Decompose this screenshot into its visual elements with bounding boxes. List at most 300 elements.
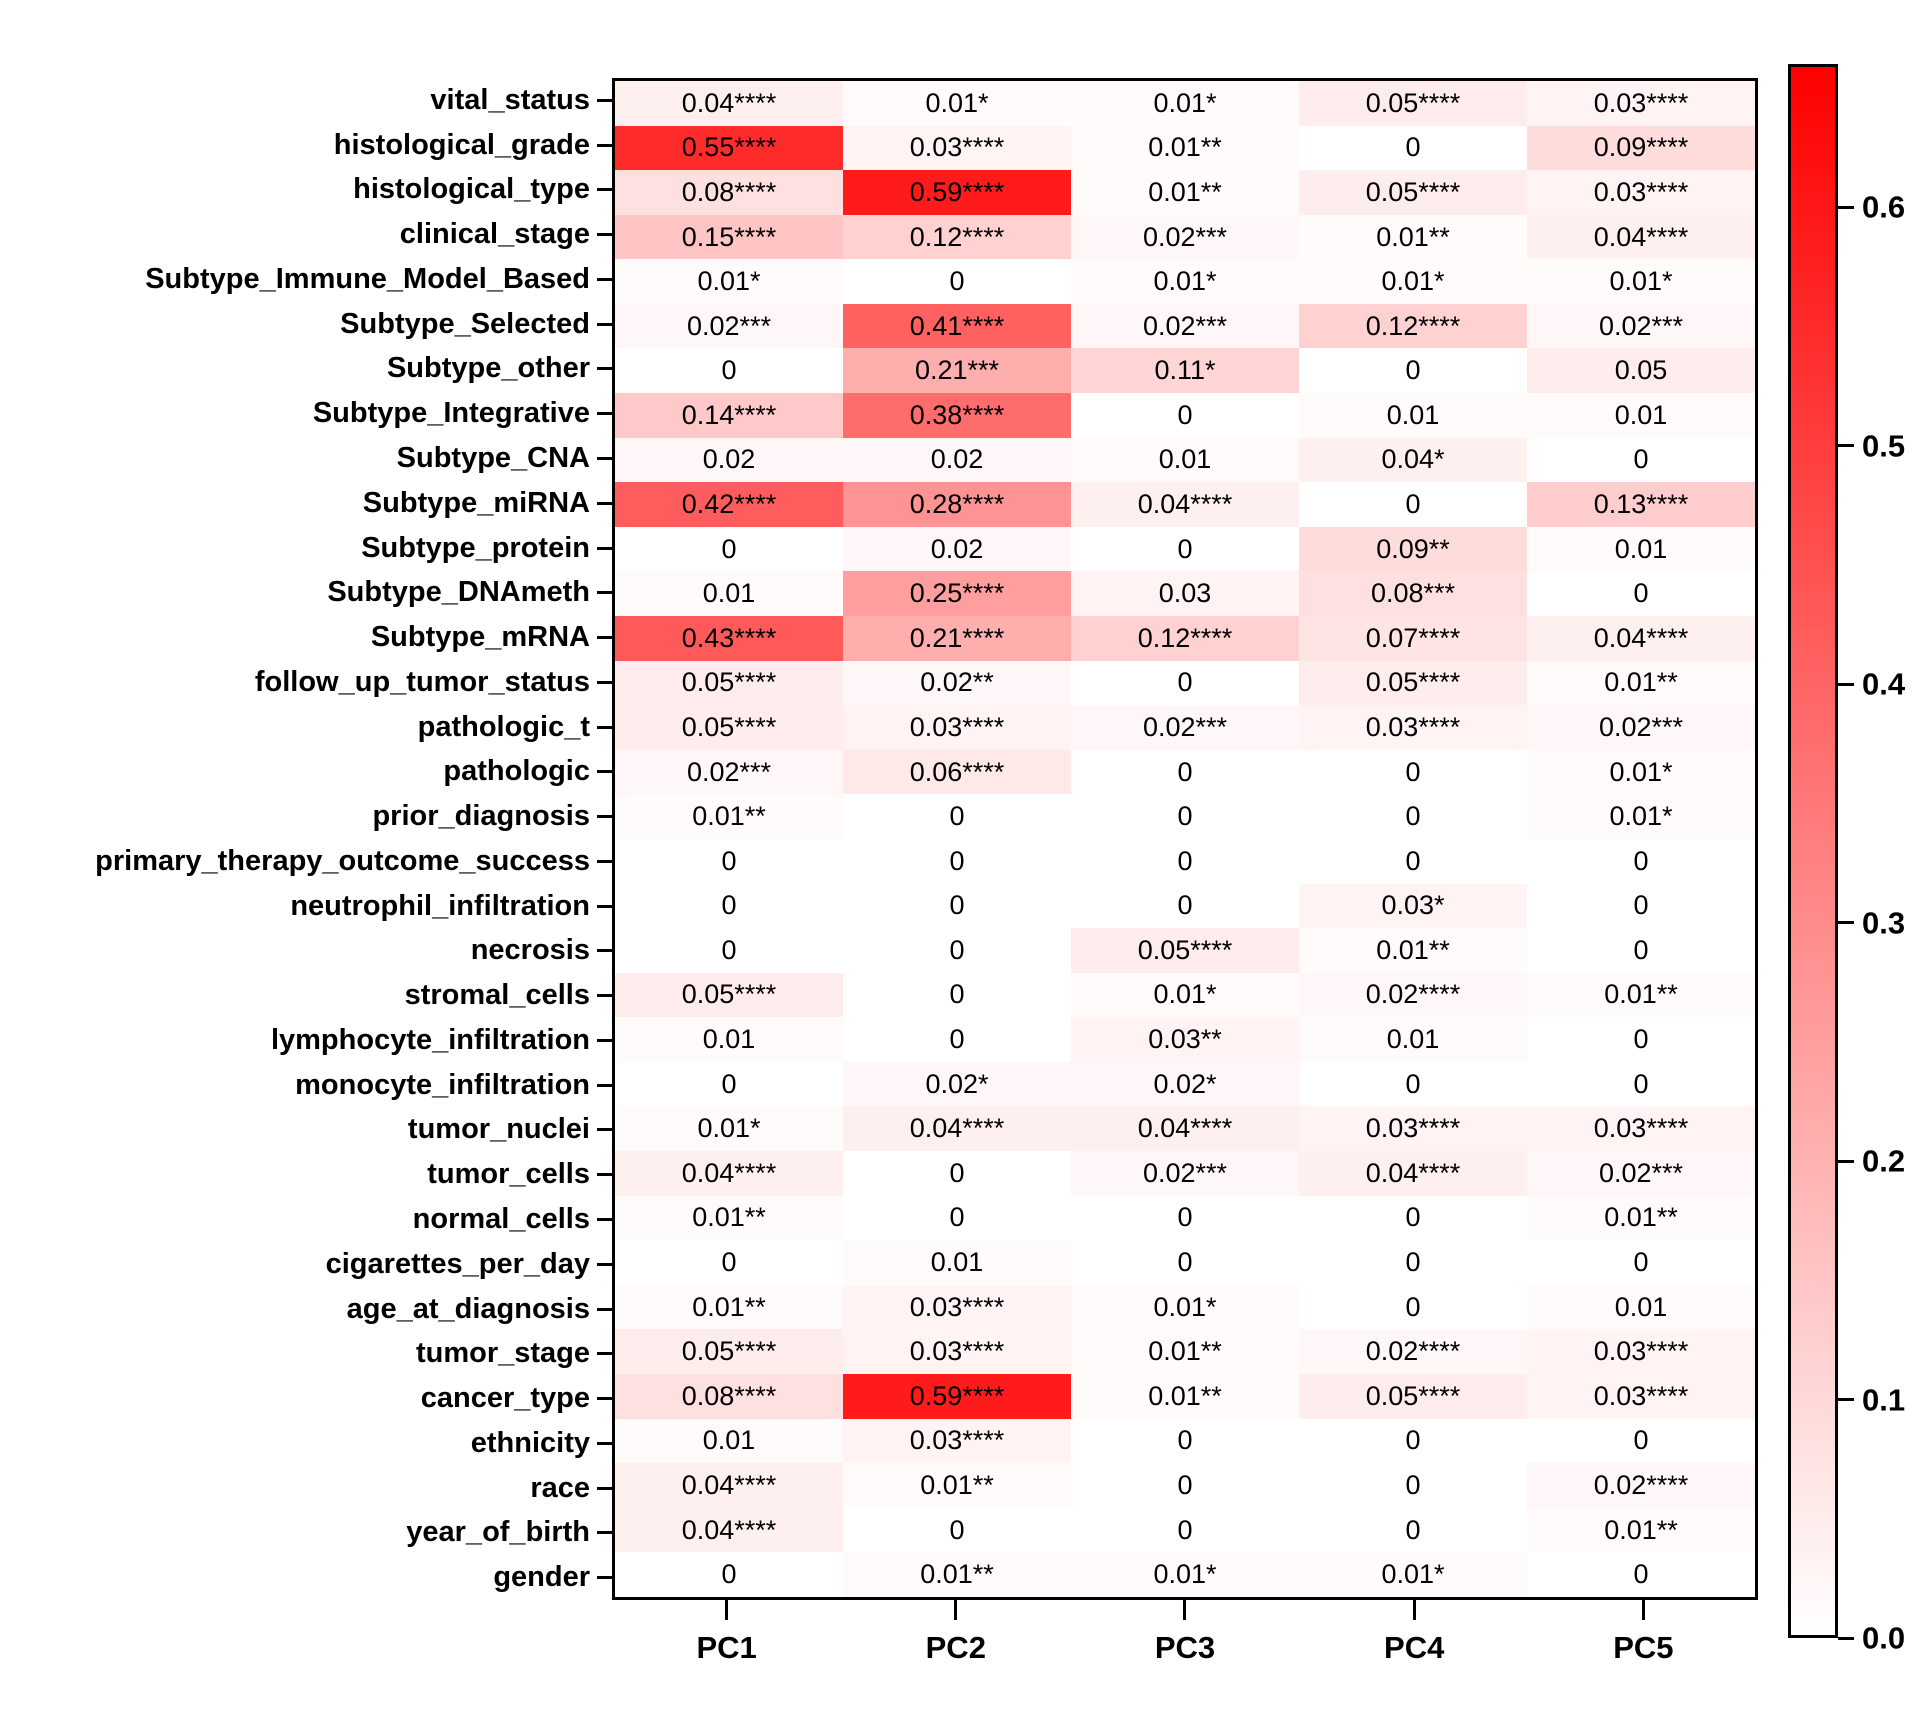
row-label: Subtype_Integrative [312, 397, 590, 430]
heatmap-cell: 0.14**** [615, 393, 843, 438]
heatmap-cell: 0 [615, 1552, 843, 1597]
y-axis-tick-mark [597, 591, 612, 594]
x-axis-tick-mark [1642, 1600, 1645, 1620]
row-label: necrosis [470, 934, 590, 967]
heatmap-cell: 0.01** [843, 1552, 1071, 1597]
x-axis-tick-mark [954, 1600, 957, 1620]
heatmap-cell: 0.28**** [843, 482, 1071, 527]
heatmap-cell: 0 [1527, 1552, 1755, 1597]
heatmap-cell: 0.01 [1299, 393, 1527, 438]
heatmap-cell: 0.01* [1071, 81, 1299, 126]
heatmap-cell: 0.01* [1071, 259, 1299, 304]
heatmap-cell: 0.21*** [843, 348, 1071, 393]
x-axis-label: PC5 [1613, 1630, 1674, 1665]
heatmap-cell: 0 [1071, 1240, 1299, 1285]
heatmap-cell: 0 [1071, 1508, 1299, 1553]
heatmap-cell: 0.55**** [615, 126, 843, 171]
heatmap-cell: 0.01 [615, 1017, 843, 1062]
heatmap-cell: 0 [1299, 1508, 1527, 1553]
heatmap-cell: 0.03**** [1527, 81, 1755, 126]
heatmap-cell: 0 [1299, 1285, 1527, 1330]
row-label-line [0, 884, 612, 929]
row-label: Subtype_Selected [340, 307, 590, 340]
heatmap-cell: 0 [1071, 527, 1299, 572]
heatmap-cell: 0 [1299, 1463, 1527, 1508]
heatmap-cell: 0.03* [1299, 884, 1527, 929]
colorbar-tick-mark [1838, 1398, 1854, 1401]
heatmap-cell: 0.04**** [615, 81, 843, 126]
heatmap-cell: 0.38**** [843, 393, 1071, 438]
heatmap-cell: 0 [1299, 126, 1527, 171]
heatmap-cell: 0 [1299, 1240, 1527, 1285]
heatmap-cell: 0.05**** [1299, 81, 1527, 126]
heatmap-cell: 0.02* [1071, 1062, 1299, 1107]
heatmap-cell: 0.05**** [1299, 1374, 1527, 1419]
row-label: neutrophil_infiltration [290, 889, 590, 922]
row-label: monocyte_infiltration [295, 1068, 590, 1101]
heatmap-cell: 0.01 [615, 571, 843, 616]
heatmap-cell: 0.05**** [615, 661, 843, 706]
heatmap-cell: 0.12**** [1299, 304, 1527, 349]
row-label: Subtype_CNA [396, 441, 590, 474]
row-label-line [0, 1242, 612, 1287]
heatmap-cell: 0.01* [1071, 1285, 1299, 1330]
heatmap-cell: 0.01** [615, 1285, 843, 1330]
heatmap-cell: 0.01* [843, 81, 1071, 126]
heatmap-cell: 0.43**** [615, 616, 843, 661]
colorbar-tick-mark [1838, 683, 1854, 686]
heatmap-cell: 0.06**** [843, 750, 1071, 795]
heatmap-cell: 0 [1527, 571, 1755, 616]
heatmap-cell: 0.03**** [1527, 1374, 1755, 1419]
heatmap-cell: 0 [1299, 750, 1527, 795]
heatmap-cell: 0 [1299, 1419, 1527, 1464]
heatmap-cell: 0.01 [1527, 1285, 1755, 1330]
y-axis-tick-mark [597, 233, 612, 236]
row-label: Subtype_DNAmeth [327, 576, 590, 609]
heatmap-cell: 0.15**** [615, 215, 843, 260]
heatmap-cell: 0.25**** [843, 571, 1071, 616]
heatmap-cell: 0 [843, 1196, 1071, 1241]
heatmap-cell: 0 [843, 884, 1071, 929]
heatmap-cell: 0 [1071, 884, 1299, 929]
heatmap-cell: 0.05**** [1299, 661, 1527, 706]
row-label-line [0, 973, 612, 1018]
row-label-line [0, 1197, 612, 1242]
x-axis-tick-mark [1183, 1600, 1186, 1620]
heatmap-cell: 0.01* [1299, 259, 1527, 304]
colorbar-gradient [1788, 64, 1838, 1638]
heatmap-cell: 0.05**** [615, 973, 843, 1018]
heatmap-cell: 0 [843, 259, 1071, 304]
heatmap-cell: 0.02*** [1071, 215, 1299, 260]
row-label-line [0, 123, 612, 168]
heatmap-cell: 0.01* [615, 259, 843, 304]
row-label: Subtype_protein [361, 531, 590, 564]
heatmap-cell: 0.41**** [843, 304, 1071, 349]
row-label: year_of_birth [406, 1516, 590, 1549]
colorbar-tick-mark [1838, 206, 1854, 209]
heatmap-cell: 0.13**** [1527, 482, 1755, 527]
row-label: clinical_stage [399, 218, 590, 251]
colorbar-tick-mark [1838, 444, 1854, 447]
row-label-line [0, 615, 612, 660]
heatmap-cell: 0.03**** [1527, 1106, 1755, 1151]
heatmap-cell: 0.09** [1299, 527, 1527, 572]
row-label: pathologic [443, 755, 590, 788]
row-label-line [0, 481, 612, 526]
heatmap-cell: 0.02**** [1527, 1463, 1755, 1508]
heatmap-cell: 0 [1527, 1240, 1755, 1285]
heatmap-cell: 0.02*** [1527, 304, 1755, 349]
heatmap-cell: 0.01** [1527, 661, 1755, 706]
row-label-line [0, 1287, 612, 1332]
heatmap-cell: 0 [843, 1151, 1071, 1196]
heatmap-cell: 0.01** [1071, 1329, 1299, 1374]
heatmap-cell: 0.02 [615, 438, 843, 483]
heatmap-cell: 0.03**** [1527, 1329, 1755, 1374]
row-label: Subtype_miRNA [362, 486, 590, 519]
heatmap-cell: 0.21**** [843, 616, 1071, 661]
row-label: primary_therapy_outcome_success [95, 844, 590, 877]
row-label: age_at_diagnosis [346, 1292, 590, 1325]
heatmap-cell: 0 [843, 1017, 1071, 1062]
heatmap-cell: 0.08**** [615, 170, 843, 215]
row-label-line [0, 1555, 612, 1600]
x-axis-item [1300, 1600, 1529, 1690]
y-axis-tick-mark [597, 681, 612, 684]
x-axis-item [841, 1600, 1070, 1690]
heatmap-cell: 0.12**** [843, 215, 1071, 260]
row-label: tumor_cells [427, 1158, 590, 1191]
heatmap-cell: 0.04**** [615, 1463, 843, 1508]
row-label-line [0, 1331, 612, 1376]
row-label-line [0, 526, 612, 571]
heatmap-cell: 0.02**** [1299, 973, 1527, 1018]
y-axis-tick-mark [597, 1352, 612, 1355]
x-axis-item [612, 1600, 841, 1690]
row-label: prior_diagnosis [372, 800, 590, 833]
heatmap-cell: 0 [1299, 1062, 1527, 1107]
row-label-line [0, 78, 612, 123]
y-axis-tick-mark [597, 502, 612, 505]
row-label: ethnicity [470, 1426, 590, 1459]
heatmap-cell: 0.04**** [615, 1508, 843, 1553]
heatmap-cell: 0.02 [843, 527, 1071, 572]
heatmap-cell: 0 [1527, 928, 1755, 973]
heatmap-cell: 0.11* [1071, 348, 1299, 393]
y-axis-tick-mark [597, 905, 612, 908]
row-label-line [0, 660, 612, 705]
heatmap-cell: 0.03**** [1299, 1106, 1527, 1151]
y-axis-tick-mark [597, 636, 612, 639]
heatmap-cell: 0.01** [1299, 215, 1527, 260]
heatmap-cell: 0.01 [1527, 527, 1755, 572]
heatmap-cell: 0.04* [1299, 438, 1527, 483]
row-label: cancer_type [420, 1382, 590, 1415]
colorbar-tick-label: 0.6 [1862, 189, 1906, 225]
colorbar-tick-label: 0.5 [1862, 428, 1906, 464]
heatmap-cell: 0.02** [843, 661, 1071, 706]
heatmap-cell: 0.03**** [1527, 170, 1755, 215]
y-axis-tick-mark [597, 1442, 612, 1445]
x-axis-item [1529, 1600, 1758, 1690]
y-axis-tick-mark [597, 1487, 612, 1490]
heatmap-cell: 0.02*** [1071, 1151, 1299, 1196]
heatmap-cell: 0.01** [615, 1196, 843, 1241]
heatmap-cell: 0.01** [615, 794, 843, 839]
heatmap-cell: 0 [1071, 1463, 1299, 1508]
y-axis-tick-mark [597, 547, 612, 550]
row-label: cigarettes_per_day [325, 1247, 590, 1280]
y-axis-tick-mark [597, 457, 612, 460]
x-axis [612, 1600, 1758, 1690]
heatmap-cell: 0.01* [1071, 1552, 1299, 1597]
heatmap-cell: 0 [1071, 794, 1299, 839]
heatmap-cell: 0 [1299, 482, 1527, 527]
colorbar-tick-label: 0.4 [1862, 666, 1906, 702]
heatmap-cell: 0.01 [615, 1419, 843, 1464]
heatmap-cell: 0.04**** [1071, 1106, 1299, 1151]
y-axis-tick-mark [597, 1397, 612, 1400]
heatmap-cell: 0 [1071, 661, 1299, 706]
heatmap-cell: 0 [1527, 884, 1755, 929]
heatmap-cell: 0.03**** [843, 1419, 1071, 1464]
row-label: Subtype_other [386, 352, 590, 385]
heatmap-cell: 0.03**** [1299, 705, 1527, 750]
heatmap-cell: 0 [1071, 393, 1299, 438]
colorbar-tick-label: 0.2 [1862, 1143, 1906, 1179]
heatmap-cell: 0.02*** [1071, 705, 1299, 750]
heatmap-cell: 0 [615, 348, 843, 393]
heatmap-cell: 0 [1299, 839, 1527, 884]
heatmap-cell: 0 [843, 794, 1071, 839]
heatmap-grid [612, 78, 1758, 1600]
row-label-line [0, 347, 612, 392]
heatmap-cell: 0.04**** [615, 1151, 843, 1196]
heatmap-cell: 0.08*** [1299, 571, 1527, 616]
colorbar-tick-mark [1838, 1637, 1854, 1640]
heatmap-cell: 0.04**** [843, 1106, 1071, 1151]
heatmap-cell: 0 [1299, 348, 1527, 393]
row-label: follow_up_tumor_status [254, 665, 590, 698]
y-axis-tick-mark [597, 1218, 612, 1221]
y-axis-tick-mark [597, 1039, 612, 1042]
heatmap-cell: 0 [615, 928, 843, 973]
y-axis-tick-mark [597, 1576, 612, 1579]
heatmap-cell: 0 [1527, 1062, 1755, 1107]
heatmap-cell: 0 [843, 1508, 1071, 1553]
row-label: vital_status [430, 83, 590, 116]
heatmap-cell: 0 [843, 973, 1071, 1018]
heatmap-cell: 0.01** [1071, 126, 1299, 171]
heatmap-cell: 0.01** [1527, 973, 1755, 1018]
y-axis-tick-mark [597, 815, 612, 818]
y-axis-tick-mark [597, 144, 612, 147]
row-label-line [0, 929, 612, 974]
heatmap-cell: 0.02*** [1071, 304, 1299, 349]
y-axis-tick-mark [597, 278, 612, 281]
heatmap-cell: 0 [1527, 839, 1755, 884]
y-axis-labels [0, 78, 612, 1600]
row-label-line [0, 705, 612, 750]
row-label-line [0, 1466, 612, 1511]
row-label-line [0, 257, 612, 302]
heatmap-cell: 0.04**** [1071, 482, 1299, 527]
y-axis-tick-mark [597, 1173, 612, 1176]
y-axis-tick-mark [597, 1084, 612, 1087]
heatmap-cell: 0.01 [1071, 438, 1299, 483]
row-label-line [0, 749, 612, 794]
row-label-line [0, 1376, 612, 1421]
row-label-line [0, 1018, 612, 1063]
heatmap-cell: 0.01 [843, 1240, 1071, 1285]
heatmap-cell: 0 [615, 527, 843, 572]
y-axis-tick-mark [597, 726, 612, 729]
row-label: Subtype_Immune_Model_Based [145, 262, 590, 295]
heatmap-cell: 0.02*** [1527, 1151, 1755, 1196]
heatmap-cell: 0.03 [1071, 571, 1299, 616]
x-axis-tick-mark [1413, 1600, 1416, 1620]
heatmap-cell: 0.12**** [1071, 616, 1299, 661]
heatmap-cell: 0 [1071, 1196, 1299, 1241]
heatmap-cell: 0 [615, 1062, 843, 1107]
row-label-line [0, 1421, 612, 1466]
heatmap-cell: 0.03**** [843, 705, 1071, 750]
heatmap-cell: 0.01 [1299, 1017, 1527, 1062]
y-axis-tick-mark [597, 412, 612, 415]
row-label: histological_grade [333, 128, 590, 161]
row-label-line [0, 1152, 612, 1197]
heatmap-cell: 0.02* [843, 1062, 1071, 1107]
x-axis-label: PC2 [925, 1630, 986, 1665]
y-axis-tick-mark [597, 99, 612, 102]
y-axis-tick-mark [597, 770, 612, 773]
heatmap-cell: 0.02*** [615, 304, 843, 349]
heatmap-cell: 0.03**** [843, 126, 1071, 171]
heatmap-cell: 0.02**** [1299, 1329, 1527, 1374]
heatmap-cell: 0 [1071, 839, 1299, 884]
row-label-line [0, 436, 612, 481]
row-label: stromal_cells [404, 979, 590, 1012]
y-axis-tick-mark [597, 949, 612, 952]
heatmap-cell: 0.03** [1071, 1017, 1299, 1062]
x-axis-label: PC4 [1384, 1630, 1445, 1665]
y-axis-tick-mark [597, 860, 612, 863]
row-label-line [0, 1510, 612, 1555]
x-axis-label: PC1 [696, 1630, 757, 1665]
heatmap-cell: 0.01** [1299, 928, 1527, 973]
heatmap-cell: 0.01* [615, 1106, 843, 1151]
heatmap-cell: 0.03**** [843, 1285, 1071, 1330]
row-label: Subtype_mRNA [370, 621, 590, 654]
heatmap-cell: 0.04**** [1299, 1151, 1527, 1196]
row-label: pathologic_t [417, 710, 590, 743]
heatmap-cell: 0.03**** [843, 1329, 1071, 1374]
row-label-line [0, 212, 612, 257]
heatmap-cell: 0.59**** [843, 170, 1071, 215]
row-label-line [0, 391, 612, 436]
row-label: tumor_nuclei [407, 1113, 590, 1146]
heatmap-cell: 0.59**** [843, 1374, 1071, 1419]
heatmap-cell: 0 [1527, 438, 1755, 483]
heatmap-cell: 0.01* [1527, 794, 1755, 839]
heatmap-cell: 0.01** [1527, 1508, 1755, 1553]
row-label: gender [493, 1561, 590, 1594]
heatmap-cell: 0.01 [1527, 393, 1755, 438]
x-axis-label: PC3 [1154, 1630, 1216, 1665]
heatmap-cell: 0.02*** [615, 750, 843, 795]
heatmap-cell: 0 [1071, 1419, 1299, 1464]
y-axis-tick-mark [597, 1531, 612, 1534]
heatmap-cell: 0.05**** [1071, 928, 1299, 973]
colorbar-tick-label: 0.3 [1862, 905, 1906, 941]
row-label: histological_type [353, 173, 590, 206]
colorbar-tick-mark [1838, 1160, 1854, 1163]
row-label-line [0, 1063, 612, 1108]
heatmap-cell: 0.05 [1527, 348, 1755, 393]
heatmap-cell: 0.04**** [1527, 616, 1755, 661]
heatmap-cell: 0.01** [843, 1463, 1071, 1508]
heatmap-cell: 0.05**** [615, 1329, 843, 1374]
y-axis-tick-mark [597, 1308, 612, 1311]
heatmap-cell: 0.02*** [1527, 705, 1755, 750]
colorbar-tick-label: 0.1 [1862, 1382, 1906, 1417]
row-label-line [0, 302, 612, 347]
heatmap-cell: 0.09**** [1527, 126, 1755, 171]
heatmap-cell: 0 [1299, 1196, 1527, 1241]
y-axis-tick-mark [597, 1128, 612, 1131]
row-label-line [0, 839, 612, 884]
row-label-line [0, 570, 612, 615]
heatmap-cell: 0.42**** [615, 482, 843, 527]
heatmap-cell: 0.01** [1071, 1374, 1299, 1419]
row-label-line [0, 794, 612, 839]
y-axis-tick-mark [597, 994, 612, 997]
row-label-line [0, 168, 612, 213]
heatmap-cell: 0 [615, 1240, 843, 1285]
heatmap-cell: 0 [1071, 750, 1299, 795]
heatmap-cell: 0.08**** [615, 1374, 843, 1419]
heatmap-cell: 0.01** [1527, 1196, 1755, 1241]
row-label: normal_cells [412, 1202, 590, 1235]
heatmap-cell: 0.02 [843, 438, 1071, 483]
y-axis-tick-mark [597, 1263, 612, 1266]
x-axis-item [1070, 1600, 1299, 1690]
row-label-line [0, 1108, 612, 1153]
heatmap-cell: 0 [615, 839, 843, 884]
heatmap-cell: 0.01* [1527, 259, 1755, 304]
y-axis-tick-mark [597, 323, 612, 326]
row-label: lymphocyte_infiltration [270, 1023, 590, 1056]
heatmap-cell: 0 [1299, 794, 1527, 839]
heatmap-cell: 0 [843, 839, 1071, 884]
y-axis-tick-mark [597, 188, 612, 191]
heatmap-cell: 0 [615, 884, 843, 929]
heatmap-cell: 0.05**** [1299, 170, 1527, 215]
heatmap-cell: 0 [1527, 1419, 1755, 1464]
heatmap-cell: 0 [843, 928, 1071, 973]
x-axis-tick-mark [725, 1600, 728, 1620]
heatmap-cell: 0.07**** [1299, 616, 1527, 661]
heatmap-cell: 0.01* [1527, 750, 1755, 795]
row-label: tumor_stage [415, 1337, 590, 1370]
heatmap-cell: 0.01* [1071, 973, 1299, 1018]
y-axis-tick-mark [597, 367, 612, 370]
heatmap-cell: 0.05**** [615, 705, 843, 750]
row-label: race [530, 1471, 590, 1504]
heatmap-cell: 0.01* [1299, 1552, 1527, 1597]
